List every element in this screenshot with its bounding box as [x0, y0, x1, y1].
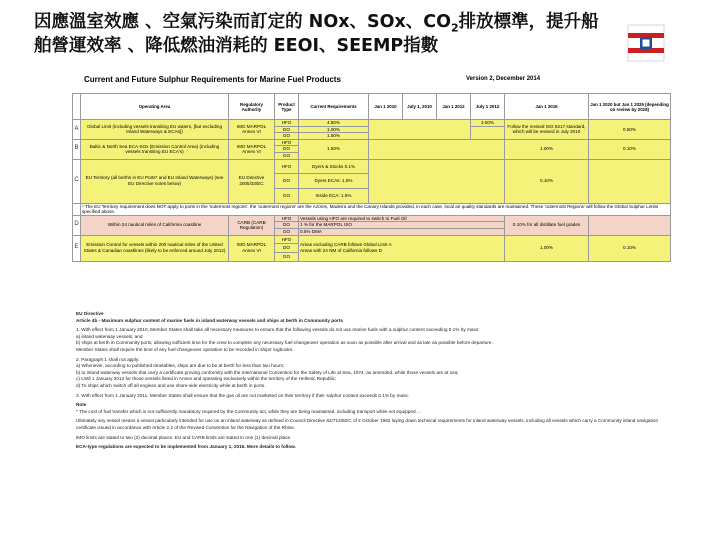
- document-title: Current and Future Sulphur Requirements for Marine Fuel Products: [84, 75, 341, 84]
- directive-paragraph: a) Whenever, according to published timetables, ships are due to be at berth for less than two hours;: [76, 363, 285, 369]
- header-cell: Operating Area: [81, 94, 229, 120]
- header-cell: Product Type: [275, 94, 299, 120]
- directive-paragraph: d) To ships which switch off all engines and use shore-side electricity while at berth in ports.: [76, 382, 266, 388]
- current-cell: 1 % for the MARPOL ISO: [299, 222, 505, 229]
- product-cell: DO: [275, 222, 299, 229]
- product-cell: DO: [275, 244, 299, 253]
- current-line: Areas with 24 NM of California follows D: [300, 248, 382, 254]
- authority-cell: CARB (CARB Regulation): [229, 215, 275, 235]
- header-cell: Jan 1 2010: [369, 94, 403, 120]
- current-cell: 0.5% DMA: [299, 228, 505, 235]
- current-cell: Dyers ECAs: 1.5%: [299, 174, 369, 189]
- fuel-sulphur-document: [58, 74, 672, 532]
- table-row: [73, 139, 671, 146]
- product-cell: GO: [275, 252, 299, 261]
- area-cell: Within 24 nautical miles of California coastline: [81, 215, 229, 235]
- current-cell: 1.00%: [299, 126, 369, 133]
- table-row: [73, 159, 671, 174]
- title-text-part2: 排放標準，提升船舶營運效率 、降低燃油消耗的 EEOI、SEEMP指數: [34, 12, 599, 56]
- product-cell: HFO: [275, 215, 299, 222]
- table-row: [73, 215, 671, 222]
- title-text-part1: 因應溫室效應 、空氣污染而訂定的 NOx、SOx、CO: [34, 12, 451, 32]
- table-header-row: [73, 94, 671, 120]
- product-cell: DO: [275, 146, 299, 153]
- value-cell: Follow the revised ISO 8217 standard, which will be revised in July 2010: [505, 120, 589, 140]
- value-cell: 0.10%: [589, 235, 671, 261]
- row-letter: A: [73, 120, 81, 140]
- header-cell: July 1, 2010: [403, 94, 437, 120]
- header-cell: Current Requirements: [299, 94, 369, 120]
- area-cell: Baltic & North Sea ECA-SOx (Emission Control Area) (including vessels transiting EU ECA's): [81, 139, 229, 159]
- row-letter: B: [73, 139, 81, 159]
- current-cell: [299, 235, 505, 261]
- table-row: [73, 203, 671, 215]
- company-logo: [627, 23, 665, 63]
- document-header: [58, 74, 672, 90]
- product-cell: GO: [275, 228, 299, 235]
- table-row: [73, 235, 671, 244]
- value-cell: 1.00%: [505, 139, 589, 159]
- directive-paragraph: b) ships at berth in Community ports, allowing sufficient time for the crew to complete any necessary fuel-changeover operation as soon as possible after arrival and as late as possible before departure.: [76, 340, 493, 346]
- current-cell: Dyers & Stocks 0.1%: [299, 159, 369, 174]
- directive-note: Ultimately any vessel means a vessel particularly intended for use on an inland waterway as defined in Council Directive 82/714/EEC of 4 October 1982 laying down technical requirements for inland waterway vessels, including all vessels which carry a Community inland navigation certificate issued in accordance with Article 2.2 of the Revised Convention for the Navigation of the Rhine.: [76, 418, 659, 430]
- value-cell: 0.50%: [589, 120, 671, 140]
- value-cell: 0.10%: [589, 139, 671, 159]
- area-cell: EU Territory (all berths in EU Ports* and EU Inland Waterways) (see EU Directive notes below): [81, 159, 229, 203]
- product-cell: GO: [275, 152, 299, 159]
- directive-paragraph: 3. With effect from 1 January 2011, Member States shall ensure that the gas oil are not marketed on their territory if their sulphur content exceeds 0.1% by mass.: [76, 392, 410, 398]
- current-cell: Vessels using HFO are required to switch to Fuel Oil: [299, 215, 505, 222]
- authority-cell: IMO MARPOL Annex VI: [229, 139, 275, 159]
- authority-cell: IMO MARPOL Annex VI: [229, 120, 275, 140]
- directive-note-label: Note: [76, 402, 87, 408]
- header-cell: Regulatory Authority: [229, 94, 275, 120]
- value-cell: 0.10% for all distillate fuel grades: [505, 215, 589, 235]
- header-cell: July 1 2012: [471, 94, 505, 120]
- product-cell: HFO: [275, 139, 299, 146]
- current-cell: 4.50%: [299, 120, 369, 127]
- directive-note: IMO limits are stated to two (2) decimal places. EU and CARB limits are stated to one (1) decimal place.: [76, 434, 292, 440]
- area-cell: Global Limit (including vessels transiting EU waters, [but excluding Inland Waterways & ECAs]): [81, 120, 229, 140]
- sulphur-requirements-table: [72, 93, 671, 262]
- product-cell: HFO: [275, 120, 299, 127]
- eu-directive-section: [76, 311, 670, 451]
- row-letter: E: [73, 235, 81, 261]
- header-cell: Jan 1 2012: [437, 94, 471, 120]
- company-flag-icon: [627, 23, 665, 63]
- value-cell: 1.00%: [505, 235, 589, 261]
- header-cell: Jan 1 2015: [505, 94, 589, 120]
- current-line: Areas excluding CARB follows Global Limit A: [300, 242, 392, 248]
- directive-paragraph: 1. With effect from 1 January 2010, Member States shall take all necessary measures to ensure that the following vessels do not use marine fuels with a sulphur content exceeding 0.1% by mass:: [76, 327, 480, 333]
- outermost-regions-note: * The EU Territory requirement does NOT apply to ports in the 'outermost regions', the 'outermost regions' are the Azores, Madeira and the Canary Islands provided, in each case, local air quality standards are maintained. These 'outermost Regions' will follow the Global Sulphur Limits specified above.: [81, 203, 671, 215]
- authority-cell: IMO MARPOL Annex VI: [229, 235, 275, 261]
- directive-paragraph: b) to inland waterway vessels that carry a certificate proving conformity with the International Convention for the Safety of Life at Sea, 1974, as amended, while those vessels are at sea;: [76, 369, 459, 375]
- slide-title: [34, 10, 609, 58]
- current-cell: Inside ECA: 1.5%: [299, 188, 369, 203]
- product-cell: DO: [275, 126, 299, 133]
- directive-heading: EU Directive: [76, 311, 104, 316]
- product-cell: GO: [275, 188, 299, 203]
- area-cell: Emission Control for vessels within 200 nautical miles of the United States & Canadian coastlines (likely to be enforced around July 2012): [81, 235, 229, 261]
- current-cell: 1.50%: [299, 133, 369, 140]
- directive-paragraph: a) inland waterway vessels; and: [76, 333, 143, 339]
- product-cell: GO: [275, 133, 299, 140]
- title-subscript: 2: [450, 21, 459, 35]
- header-cell: Jan 1 2020 but Jan 1 2025 (depending on review by 2018): [589, 94, 671, 120]
- document-version: Version 2, December 2014: [466, 76, 541, 82]
- authority-cell: EU Directive 2005/33/EC: [229, 159, 275, 203]
- directive-article: Article 4b - Maximum sulphur content of marine fuels in inland waterway vessels and ships at berth in Community ports: [76, 317, 343, 323]
- value-cell: 3.50%: [471, 120, 505, 127]
- product-cell: HFO: [275, 235, 299, 244]
- directive-paragraph: Member States shall require the time of any fuel-changeover operation to be recorded in ships' logbooks.: [76, 346, 294, 352]
- directive-paragraph: 2. Paragraph 1 shall not apply:: [76, 356, 140, 362]
- table-row: [73, 120, 671, 127]
- directive-note: ECA-type regulations are expected to be implemented from January 1, 2016. More details to follow.: [76, 444, 296, 450]
- row-letter: C: [73, 159, 81, 203]
- product-cell: HFO: [275, 159, 299, 174]
- current-cell: 1.50%: [299, 139, 369, 159]
- product-cell: DO: [275, 174, 299, 189]
- row-letter: D: [73, 215, 81, 235]
- value-cell: 0.10%: [505, 159, 589, 203]
- directive-note: * The cost of fuel transfer which is not sufficiently mandatory required by the Community act, while they are being maintained, including transport while not equipped ...: [76, 408, 421, 414]
- directive-paragraph: c) Until 1 January 2012 for those vessels listed in Annex and operating exclusively within the territory of the Hellenic Republic;: [76, 376, 337, 382]
